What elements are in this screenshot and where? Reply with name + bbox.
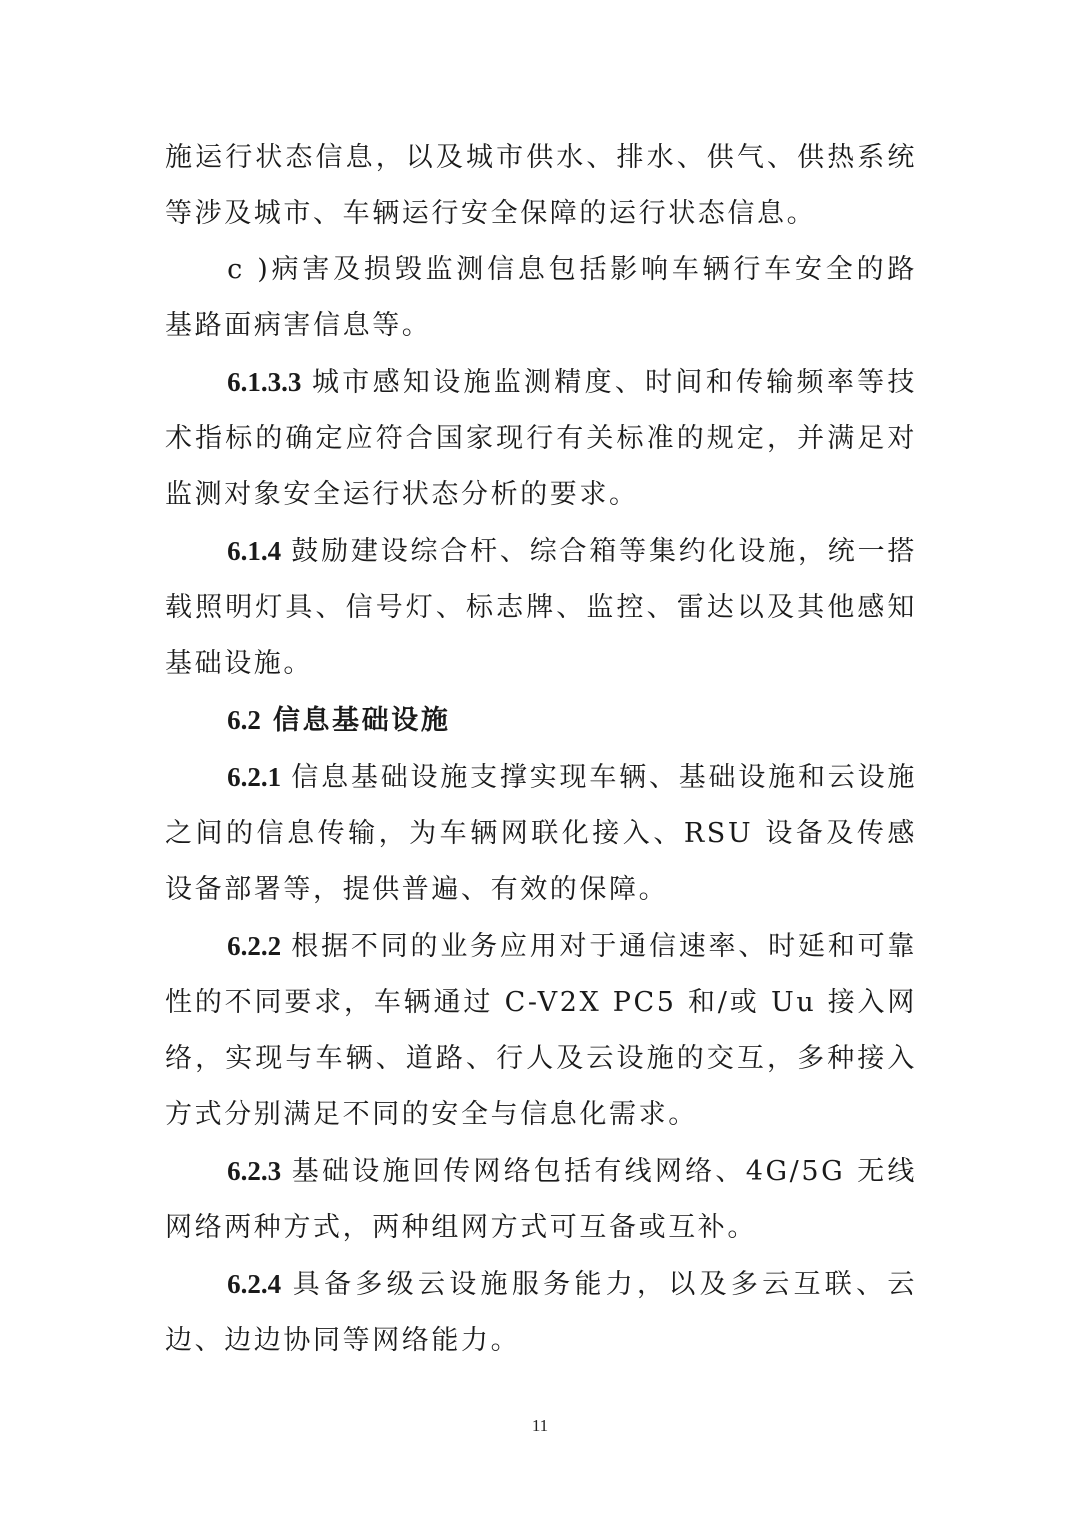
clause-text: 具备多级云设施服务能力，以及多云互联、云边、边边协同等网络能力。 bbox=[165, 1269, 917, 1356]
section-heading-6-2 bbox=[165, 692, 917, 749]
clause-6-2-2 bbox=[165, 918, 917, 1143]
clause-text: 根据不同的业务应用对于通信速率、时延和可靠性的不同要求，车辆通过 C-V2X PC5 和/或 Uu 接入网络，实现与车辆、道路、行人及云设施的交互，多种接入方式分别满足不同的安全与信息化需求。 bbox=[165, 931, 917, 1130]
clause-text: 鼓励建设综合杆、综合箱等集约化设施，统一搭载照明灯具、信号灯、标志牌、监控、雷达以及其他感知基础设施。 bbox=[165, 536, 917, 679]
paragraph-text: c )病害及损毁监测信息包括影响车辆行车安全的路基路面病害信息等。 bbox=[165, 254, 917, 341]
paragraph-text: 施运行状态信息，以及城市供水、排水、供气、供热系统等涉及城市、车辆运行安全保障的运行状态信息。 bbox=[165, 142, 917, 229]
section-number: 6.2 bbox=[227, 705, 261, 735]
page-number: 11 bbox=[531, 1416, 549, 1435]
clause-number: 6.1.3.3 bbox=[227, 367, 302, 397]
clause-text: 城市感知设施监测精度、时间和传输频率等技术指标的确定应符合国家现行有关标准的规定，并满足对监测对象安全运行状态分析的要求。 bbox=[165, 367, 917, 510]
paragraph-continuation bbox=[165, 130, 917, 242]
clause-number: 6.2.1 bbox=[227, 762, 282, 792]
clause-number: 6.1.4 bbox=[227, 536, 282, 566]
clause-6-2-1 bbox=[165, 749, 917, 918]
paragraph-item-c bbox=[165, 242, 917, 354]
clause-number: 6.2.4 bbox=[227, 1269, 282, 1299]
clause-6-1-3-3 bbox=[165, 354, 917, 523]
clause-6-1-4 bbox=[165, 523, 917, 692]
clause-6-2-3 bbox=[165, 1143, 917, 1256]
clause-number: 6.2.3 bbox=[227, 1156, 282, 1186]
document-body bbox=[165, 130, 917, 1369]
section-title: 信息基础设施 bbox=[272, 705, 451, 736]
clause-text: 信息基础设施支撑实现车辆、基础设施和云设施之间的信息传输，为车辆网联化接入、RSU 设备及传感设备部署等，提供普遍、有效的保障。 bbox=[165, 762, 917, 905]
clause-number: 6.2.2 bbox=[227, 931, 282, 961]
clause-text: 基础设施回传网络包括有线网络、4G/5G 无线网络两种方式，两种组网方式可互备或互补。 bbox=[165, 1156, 917, 1243]
clause-6-2-4 bbox=[165, 1256, 917, 1369]
